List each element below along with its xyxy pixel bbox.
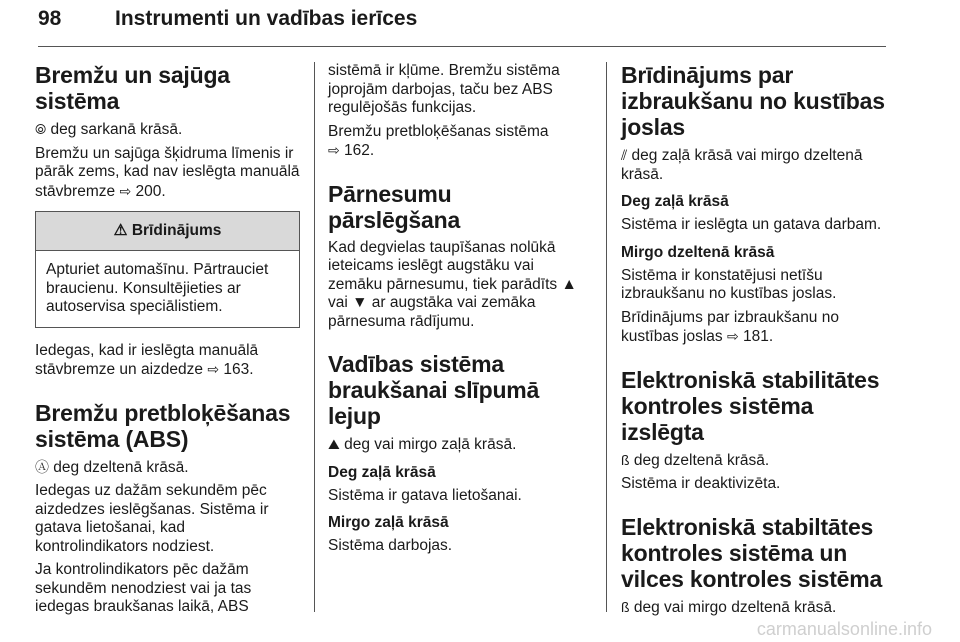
lane-indicator-line: ⫽ deg zaļā krāsā vai mirgo dzeltenā krāsā. <box>621 147 863 183</box>
abs-paragraph-2: Ja kontrolindikators pēc dažām sekundēm nenodziest vai ja tas iedegas braukšanas laikā, ABS <box>35 561 252 615</box>
subheading-blink-green: Mirgo zaļā krāsā <box>328 514 449 531</box>
page-ref-link[interactable]: 162. <box>344 142 375 159</box>
lane-departure-icon: ⫽ <box>621 147 628 163</box>
esc-off-indicator-line: ß deg dzeltenā krāsā. <box>621 451 770 469</box>
brake-indicator-line: ⦾ deg sarkanā krāsā. <box>35 121 183 138</box>
lane-reference: Brīdinājums par izbraukšanu no kustības joslas ⇨ 181. <box>621 308 839 345</box>
page-ref-link[interactable]: 181. <box>743 328 774 345</box>
column-2 <box>328 62 588 561</box>
subheading-lane-yellow: Mirgo dzeltenā krāsā <box>621 243 775 261</box>
esc-off-text: Sistēma ir deaktivizēta. <box>621 475 781 492</box>
header-rule <box>38 46 886 47</box>
page-ref-arrow-icon: ⇨ <box>119 182 132 199</box>
page-number: 98 <box>38 7 62 30</box>
brake-description: Bremžu un sajūga šķidruma līmenis ir pārāk zems, kad nav ieslēgta manuālā stāvbremze ⇨ 200. <box>35 144 300 200</box>
esc-indicator-line: ß deg vai mirgo dzeltenā krāsā. <box>621 598 837 616</box>
lane-yellow-text: Sistēma ir konstatējusi netīšu izbraukšanu no kustības joslas. <box>621 266 837 302</box>
heading-gear-shift: Pārnesumu pārslēgšana <box>328 180 461 233</box>
page-header <box>38 0 886 50</box>
page-ref-arrow-icon: ⇨ <box>207 361 220 377</box>
heading-esc-traction: Elektroniskā stabiltātes kontroles sistēma un vilces kontroles sistēma <box>621 513 883 592</box>
heading-hill-descent: Vadības sistēma braukšanai slīpumā lejup <box>328 351 540 429</box>
esc-off-icon: ß <box>621 451 630 468</box>
ignition-description: Iedegas, kad ir ieslēgta manuālā stāvbremze un aizdedze ⇨ 163. <box>35 341 259 378</box>
hill-indicator-line: ⛰ deg vai mirgo zaļā krāsā. <box>328 436 517 453</box>
warning-body: Apturiet automašīnu. Pārtrauciet braucienu. Konsultējieties ar autoservisa speciālistiem. <box>46 261 269 315</box>
subheading-lane-green: Deg zaļā krāsā <box>621 193 729 210</box>
heading-esc-off: Elektroniskā stabilitātes kontroles sistēma izslēgta <box>621 366 880 445</box>
esc-icon: ß <box>621 598 630 615</box>
abs-indicator-line: Ⓐ deg dzeltenā krāsā. <box>35 458 189 476</box>
page-ref-link[interactable]: 200. <box>135 182 166 200</box>
abs-paragraph-1: Iedegas uz dažām sekundēm pēc aizdedzes ieslēgšanas. Sistēma ir gatava lietošanai, kad kontrolindikators nodziest. <box>35 482 269 555</box>
column-divider-1 <box>314 62 315 612</box>
abs-reference: Bremžu pretbloķēšanas sistēma ⇨ 162. <box>328 122 549 159</box>
warning-header: ⚠ Brīdinājums <box>36 212 299 251</box>
lane-green-text: Sistēma ir ieslēgta un gatava darbam. <box>621 216 882 233</box>
heading-lane-departure: Brīdinājums par izbraukšanu no kustības joslas <box>621 62 885 140</box>
heading-abs: Bremžu pretbloķēšanas sistēma (ABS) <box>35 399 291 452</box>
blink-green-text: Sistēma darbojas. <box>328 537 453 554</box>
watermark: carmanualsonline.info <box>756 619 932 639</box>
column-divider-2 <box>606 62 607 612</box>
gear-shift-description: Kad degvielas taupīšanas nolūkā ieteicams ieslēgt augstāku vai zemāku pārnesumu, tiek parādīts ▲ vai ▼ ar augstāka vai zemāka pārnesuma rādījumu. <box>328 238 577 330</box>
warning-triangle-icon: ⚠ <box>113 222 128 239</box>
abs-paragraph-2-continued: sistēmā ir kļūme. Bremžu sistēma joprojām darbojas, taču bez ABS regulējošās funkcijas. <box>328 62 560 116</box>
running-title: Instrumenti un vadības ierīces <box>115 7 418 30</box>
lit-green-text: Sistēma ir gatava lietošanai. <box>328 486 522 504</box>
heading-brake-clutch: Bremžu un sajūga sistēma <box>35 62 230 114</box>
page-ref-link[interactable]: 163. <box>223 361 254 378</box>
abs-icon: Ⓐ <box>35 458 49 475</box>
brake-warning-icon: ⦾ <box>35 121 47 137</box>
warning-box <box>35 211 300 328</box>
column-3 <box>621 62 893 622</box>
column-1 <box>35 62 300 622</box>
hill-descent-icon: ⛰ <box>328 436 340 452</box>
page-ref-arrow-icon: ⇨ <box>726 328 739 344</box>
subheading-lit-green: Deg zaļā krāsā <box>328 463 436 481</box>
page-ref-arrow-icon: ⇨ <box>328 142 340 158</box>
